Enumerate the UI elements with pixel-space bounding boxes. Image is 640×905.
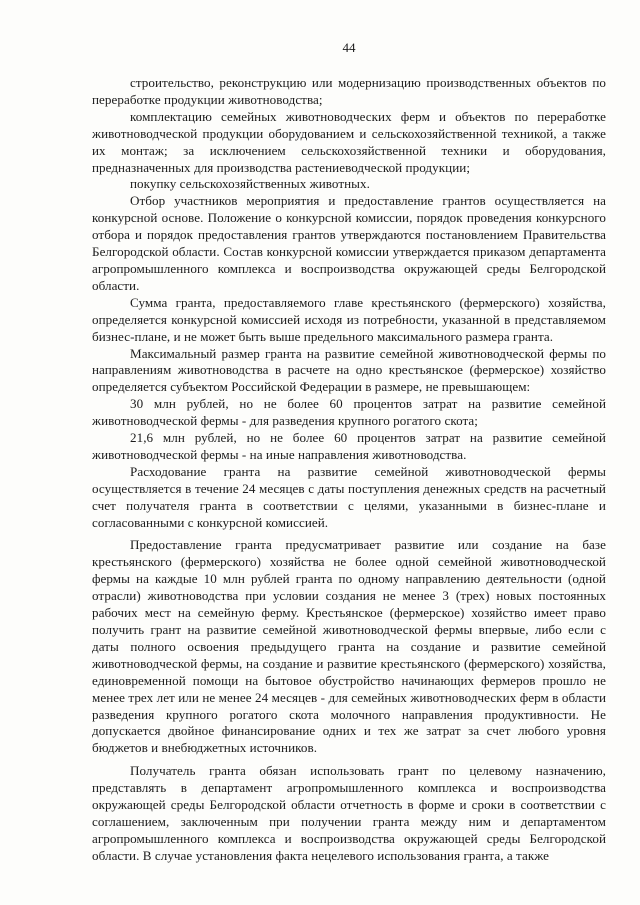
paragraph: 21,6 млн рублей, но не более 60 процентов затрат на развитие семейной животноводческой фермы - на иные направления животноводства. bbox=[92, 430, 606, 462]
paragraph: Расходование гранта на развитие семейной животноводческой фермы осуществляется в течение 24 месяцев с даты поступления денежных средств на расчетный счет получателя гранта в соответствии с целями, указанными в бизнес-плане и согласованными с конкурсной комиссией. bbox=[92, 463, 606, 530]
paragraph: комплектацию семейных животноводческих ферм и объектов по переработке животноводческой продукции оборудованием и сельскохозяйственной техникой, а также их монтаж; за исключением сельскохозяйственной техники и оборудования, предназначенных для производства растениеводческой продукции; bbox=[92, 108, 606, 175]
paragraph: строительство, реконструкцию или модернизацию производственных объектов по переработке продукции животноводства; bbox=[92, 75, 606, 107]
paragraph: Предоставление гранта предусматривает развитие или создание на базе крестьянского (фермерского) хозяйства не более одной семейной животноводческой фермы на каждые 10 млн рублей гранта по одному направлению деятельности (одной отрасли) животноводства при условии создания не менее 3 (трех) новых постоянных рабочих мест на семейную ферму. Крестьянское (фермерское) хозяйство имеет право получить грант на развитие семейной животноводческой фермы впервые, либо если с даты полного освоения предыдущего гранта на создание и развитие семейной животноводческой фермы, на создание и развитие крестьянского (фермерского) хозяйства, единовременной помощи на бытовое обустройство начинающих фермеров прошло не менее трех лет или не менее 24 месяцев - для семейных животноводческих ферм в области разведения крупного рогатого скота молочного направления продуктивности. Не допускается двойное финансирование одних и тех же затрат за счет любого уровня бюджетов и внебюджетных источников. bbox=[92, 537, 606, 756]
paragraph: 30 млн рублей, но не более 60 процентов затрат на развитие семейной животноводческой фермы - для разведения крупного рогатого скота; bbox=[92, 396, 606, 429]
paragraph: Сумма гранта, предоставляемого главе крестьянского (фермерского) хозяйства, определяется конкурсной комиссией исходя из потребности, указанной в представляемом бизнес-плане, и не может быть выше предельного максимального размера гранта. bbox=[92, 294, 606, 344]
page-number: 44 bbox=[342, 40, 356, 55]
paragraph: Получатель гранта обязан использовать грант по целевому назначению, представлять в департамент агропромышленного комплекса и воспроизводства окружающей среды Белгородской области отчетность в форме и сроки в соответствии с соглашением, заключенным при получении гранта между ним и департаментом агропромышленного комплекса и воспроизводства окружающей среды Белгородской области. В случае установления факта нецелевого использования гранта, а также bbox=[92, 763, 606, 863]
paragraph: Максимальный размер гранта на развитие семейной животноводческой фермы по направлениям животноводства в расчете на одно крестьянское (фермерское) хозяйство определяется субъектом Российской Федерации в размере, не превышающем: bbox=[92, 345, 606, 395]
document-body bbox=[92, 75, 606, 865]
paragraph: Отбор участников мероприятия и предоставление грантов осуществляется на конкурсной основе. Положение о конкурсной комиссии, порядок проведения конкурсного отбора и порядок предоставления грантов утверждаются постановлением Правительства Белгородской области. Состав конкурсной комиссии утверждается приказом департамента агропромышленного комплекса и воспроизводства окружающей среды Белгородской области. bbox=[92, 193, 606, 293]
paragraph: покупку сельскохозяйственных животных. bbox=[130, 176, 370, 192]
